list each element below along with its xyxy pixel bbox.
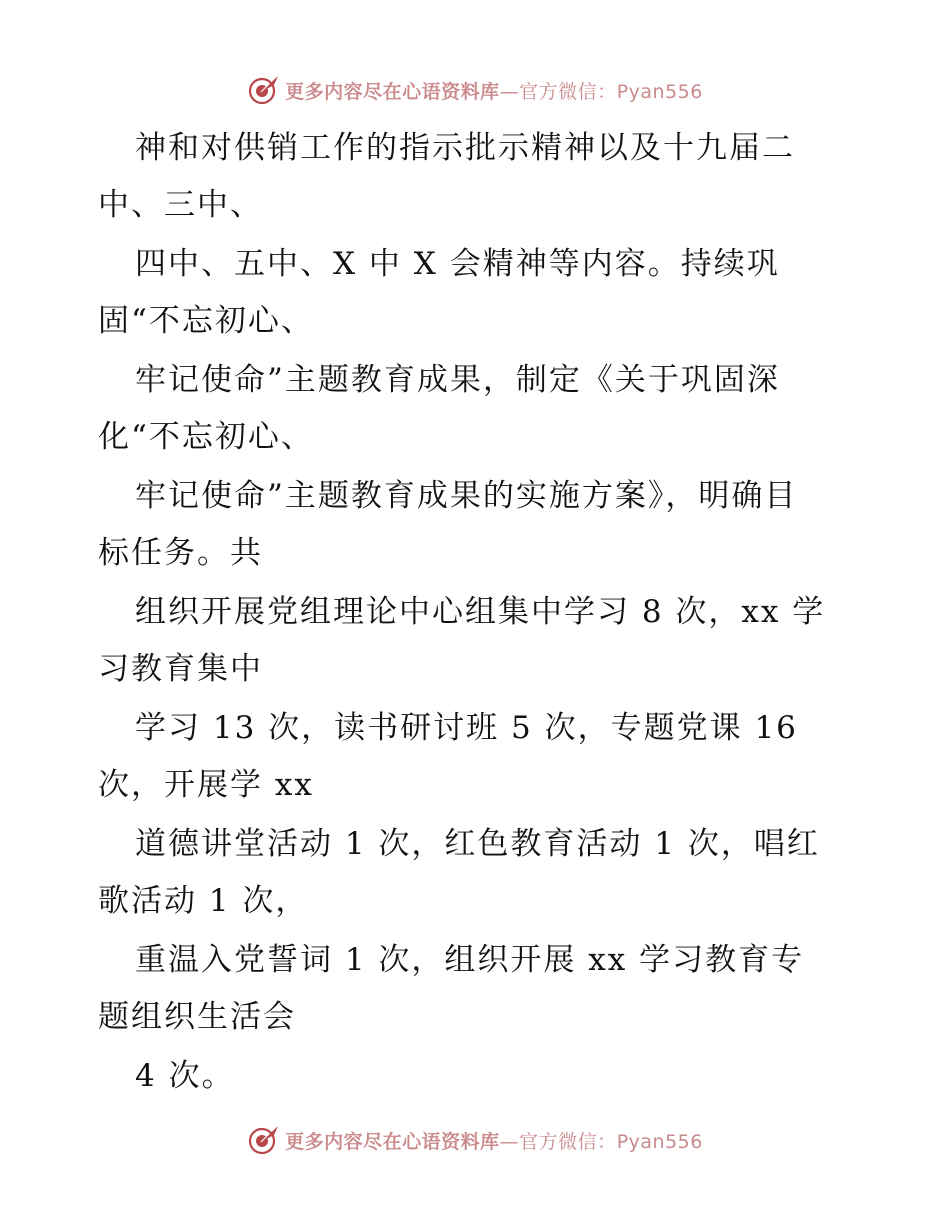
body-line: 标任务。共: [98, 535, 263, 571]
header-banner-text: [285, 77, 703, 104]
body-line: 固“不忘初心、: [98, 303, 314, 339]
body-line: 次，开展学 xx: [98, 767, 314, 803]
header-banner-id: Pyan556: [616, 80, 703, 103]
body-line: 题组织生活会: [98, 999, 296, 1035]
body-line: 化“不忘初心、: [98, 419, 314, 455]
body-line: 习教育集中: [98, 651, 263, 687]
footer-banner-id: Pyan556: [616, 1130, 703, 1153]
footer-banner-sub: 官方微信：: [519, 1130, 617, 1153]
body-line: 牢记使命”主题教育成果的实施方案》，明确目: [135, 478, 798, 514]
body-line: 中、三中、: [98, 187, 263, 223]
body-line: 学习 13 次，读书研讨班 5 次，专题党课 16: [135, 710, 798, 746]
body-line: 4 次。: [135, 1058, 235, 1094]
body-line: 组织开展党组理论中心组集中学习 8 次，xx 学: [135, 594, 826, 630]
header-banner-sub: 官方微信：: [519, 80, 617, 103]
footer-banner-dash: —: [499, 1130, 520, 1153]
body-line: 四中、五中、X 中 X 会精神等内容。持续巩: [135, 246, 780, 282]
quill-pen-icon: [247, 73, 281, 107]
header-banner-main: 更多内容尽在心语资料库: [285, 80, 500, 103]
body-line: 神和对供销工作的指示批示精神以及十九届二: [135, 130, 795, 166]
quill-pen-icon: [247, 1123, 281, 1157]
header-banner: [0, 70, 950, 110]
header-banner-dash: —: [499, 80, 520, 103]
body-line: 牢记使命”主题教育成果，制定《关于巩固深: [135, 362, 780, 398]
footer-banner: [0, 1120, 950, 1160]
footer-banner-text: [285, 1127, 703, 1154]
body-line: 道德讲堂活动 1 次，红色教育活动 1 次，唱红: [135, 826, 820, 862]
footer-banner-main: 更多内容尽在心语资料库: [285, 1130, 500, 1153]
body-line: 歌活动 1 次，: [98, 883, 309, 919]
body-line: 重温入党誓词 1 次，组织开展 xx 学习教育专: [135, 942, 805, 978]
